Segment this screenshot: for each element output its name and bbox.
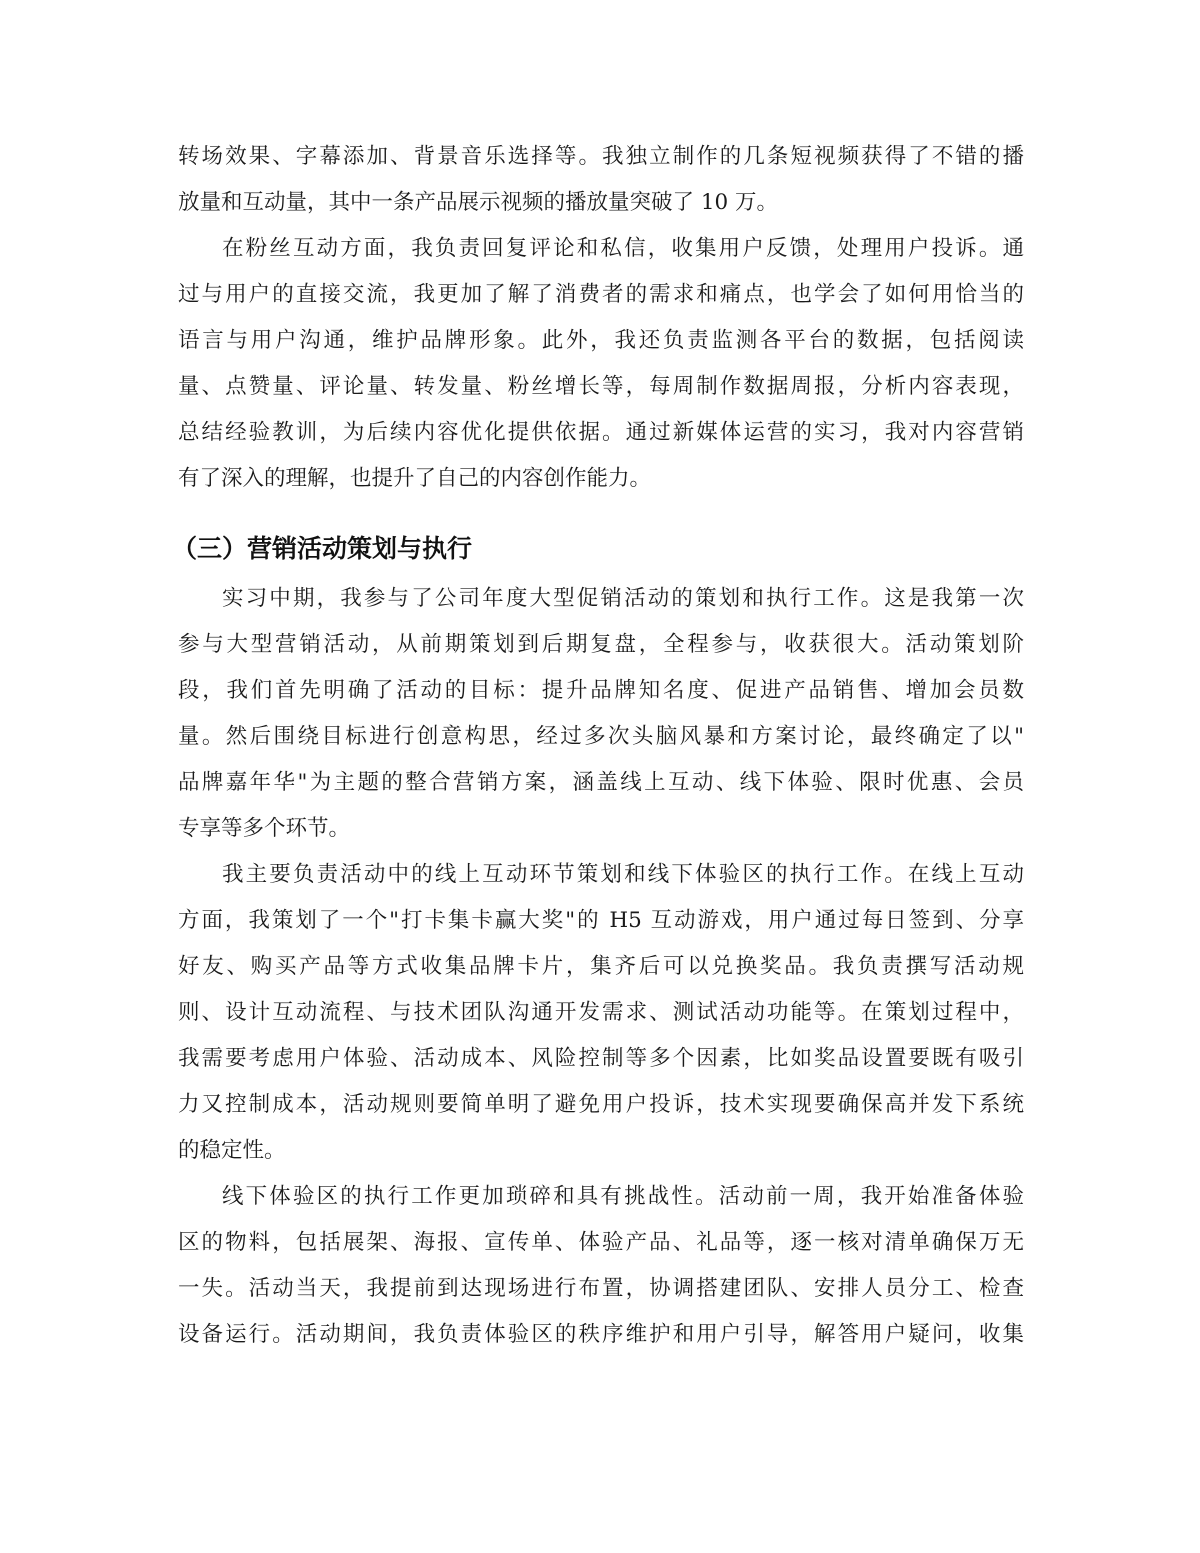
text-line: 语言与用户沟通，维护品牌形象。此外，我还负责监测各平台的数据，包括阅读 [178, 328, 1024, 353]
paragraph-fan-interaction [178, 226, 1024, 502]
text-line: 好友、购买产品等方式收集品牌卡片，集齐后可以兑换奖品。我负责撰写活动规 [178, 954, 1024, 979]
text-line: 则、设计互动流程、与技术团队沟通开发需求、测试活动功能等。在策划过程中， [178, 1000, 1024, 1025]
text-line: 参与大型营销活动，从前期策划到后期复盘，全程参与，收获很大。活动策划阶 [178, 632, 1024, 657]
paragraph-campaign-planning [178, 576, 1024, 852]
text-line: 有了深入的理解，也提升了自己的内容创作能力。 [178, 466, 652, 491]
paragraph-video-production [178, 134, 1024, 226]
text-line: 放量和互动量，其中一条产品展示视频的播放量突破了 10 万。 [178, 190, 779, 215]
text-line: 品牌嘉年华"为主题的整合营销方案，涵盖线上互动、线下体验、限时优惠、会员 [178, 770, 1024, 795]
text-line: 在粉丝互动方面，我负责回复评论和私信，收集用户反馈，处理用户投诉。通 [222, 236, 1024, 261]
text-line: 的稳定性。 [178, 1138, 286, 1163]
paragraph-online-interaction [178, 852, 1024, 1174]
text-line: 量。然后围绕目标进行创意构思，经过多次头脑风暴和方案讨论，最终确定了以" [178, 724, 1024, 749]
text-line: 实习中期，我参与了公司年度大型促销活动的策划和执行工作。这是我第一次 [222, 586, 1024, 611]
text-line: 力又控制成本，活动规则要简单明了避免用户投诉，技术实现要确保高并发下系统 [178, 1092, 1024, 1117]
text-line: 区的物料，包括展架、海报、宣传单、体验产品、礼品等，逐一核对清单确保万无 [178, 1230, 1024, 1255]
text-line: 设备运行。活动期间，我负责体验区的秩序维护和用户引导，解答用户疑问，收集 [178, 1322, 1024, 1347]
text-line: 专享等多个环节。 [178, 816, 351, 841]
text-line: 线下体验区的执行工作更加琐碎和具有挑战性。活动前一周，我开始准备体验 [222, 1184, 1024, 1209]
text-line: 总结经验教训，为后续内容优化提供依据。通过新媒体运营的实习，我对内容营销 [178, 420, 1024, 445]
text-line: 我需要考虑用户体验、活动成本、风险控制等多个因素，比如奖品设置要既有吸引 [178, 1046, 1024, 1071]
text-block-lower [178, 576, 1024, 1358]
text-line: 方面，我策划了一个"打卡集卡赢大奖"的 H5 互动游戏，用户通过每日签到、分享 [178, 908, 1024, 933]
text-line: 量、点赞量、评论量、转发量、粉丝增长等，每周制作数据周报，分析内容表现， [178, 374, 1024, 399]
text-block-upper [178, 134, 1024, 502]
text-line: 段，我们首先明确了活动的目标：提升品牌知名度、促进产品销售、增加会员数 [178, 678, 1024, 703]
text-line: 一失。活动当天，我提前到达现场进行布置，协调搭建团队、安排人员分工、检查 [178, 1276, 1024, 1301]
section-heading: （三）营销活动策划与执行 [172, 534, 473, 563]
text-line: 过与用户的直接交流，我更加了解了消费者的需求和痛点，也学会了如何用恰当的 [178, 282, 1024, 307]
text-line: 转场效果、字幕添加、背景音乐选择等。我独立制作的几条短视频获得了不错的播 [178, 144, 1024, 169]
paragraph-offline-execution [178, 1174, 1024, 1358]
text-line: 我主要负责活动中的线上互动环节策划和线下体验区的执行工作。在线上互动 [222, 862, 1024, 887]
